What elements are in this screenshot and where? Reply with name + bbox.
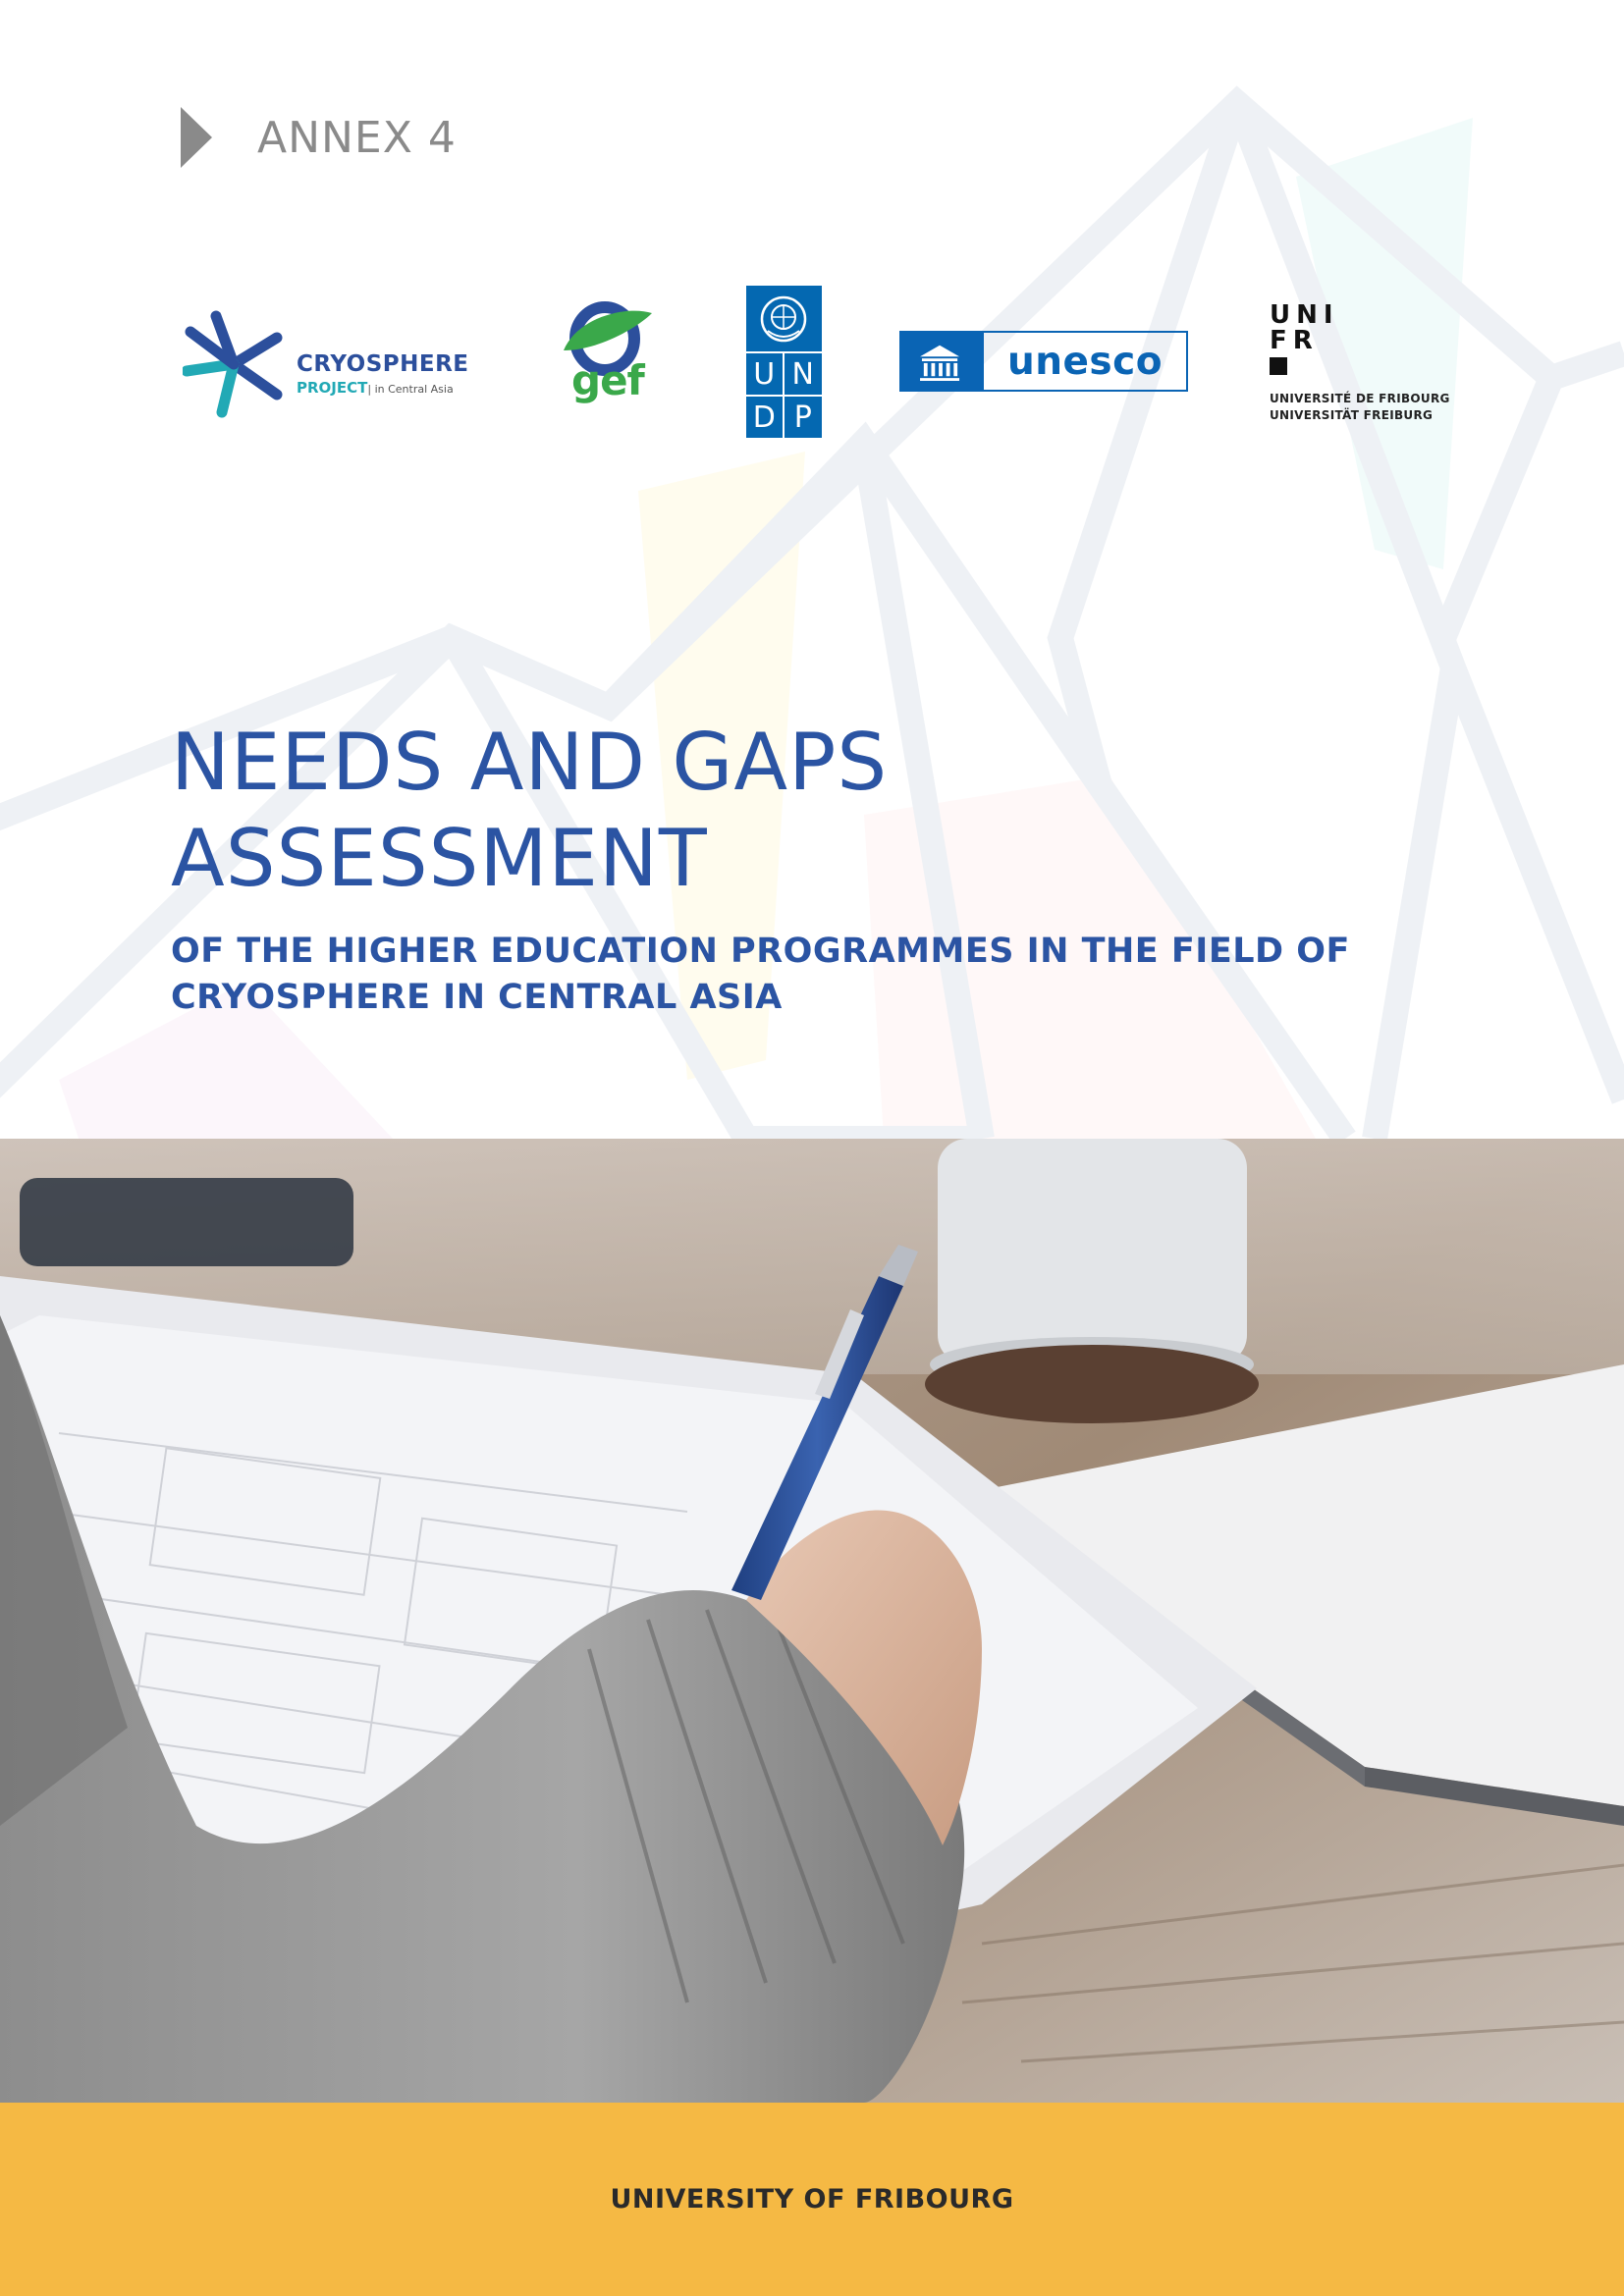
- cryosphere-project-logo: [183, 310, 477, 418]
- cover-photo: [0, 1139, 1624, 2103]
- unifr-name-fr: UNIVERSITÉ DE FRIBOURG: [1270, 392, 1450, 405]
- unifr-name-de: UNIVERSITÄT FREIBURG: [1270, 408, 1434, 422]
- footer-publisher: UNIVERSITY OF FRIBOURG: [610, 2184, 1014, 2215]
- unifr-mark-line1: UNI: [1270, 300, 1339, 330]
- writing-hand-illustration: [0, 1139, 1624, 2103]
- title-line1: NEEDS AND GAPS: [171, 717, 889, 808]
- footer-band: [0, 2103, 1624, 2296]
- un-emblem-icon: [758, 294, 809, 345]
- undp-letter-d: D: [746, 395, 785, 438]
- annex-label: ANNEX 4: [257, 112, 457, 163]
- subtitle-line1: OF THE HIGHER EDUCATION PROGRAMMES IN THE FIELD OF: [171, 932, 1350, 971]
- undp-letter-u: U: [746, 351, 785, 395]
- snowflake-star-icon: [183, 310, 285, 418]
- subtitle-line2: CRYOSPHERE IN CENTRAL ASIA: [171, 978, 783, 1017]
- undp-logo: [746, 286, 822, 438]
- unesco-logo: [899, 331, 1188, 392]
- gef-logo: [558, 299, 656, 427]
- partner-logos: [0, 275, 1624, 452]
- undp-letter-p: P: [785, 395, 823, 438]
- cryosphere-title: CRYOSPHERE: [297, 351, 469, 377]
- gef-text: gef: [571, 356, 644, 404]
- play-arrow-icon: [181, 107, 212, 168]
- unifr-logo: [1270, 302, 1466, 430]
- unifr-square-icon: [1270, 357, 1287, 375]
- unesco-text: unesco: [1006, 339, 1164, 384]
- title-line2: ASSESSMENT: [171, 813, 708, 904]
- undp-letter-n: N: [785, 351, 823, 395]
- document-subtitle: [171, 929, 1447, 1021]
- document-title: [171, 715, 888, 907]
- unifr-mark-line2: FR: [1270, 326, 1319, 355]
- cryosphere-subtitle: PROJECT| in Central Asia: [297, 379, 454, 397]
- unesco-temple-icon: [901, 333, 984, 390]
- annex-header: [181, 106, 457, 169]
